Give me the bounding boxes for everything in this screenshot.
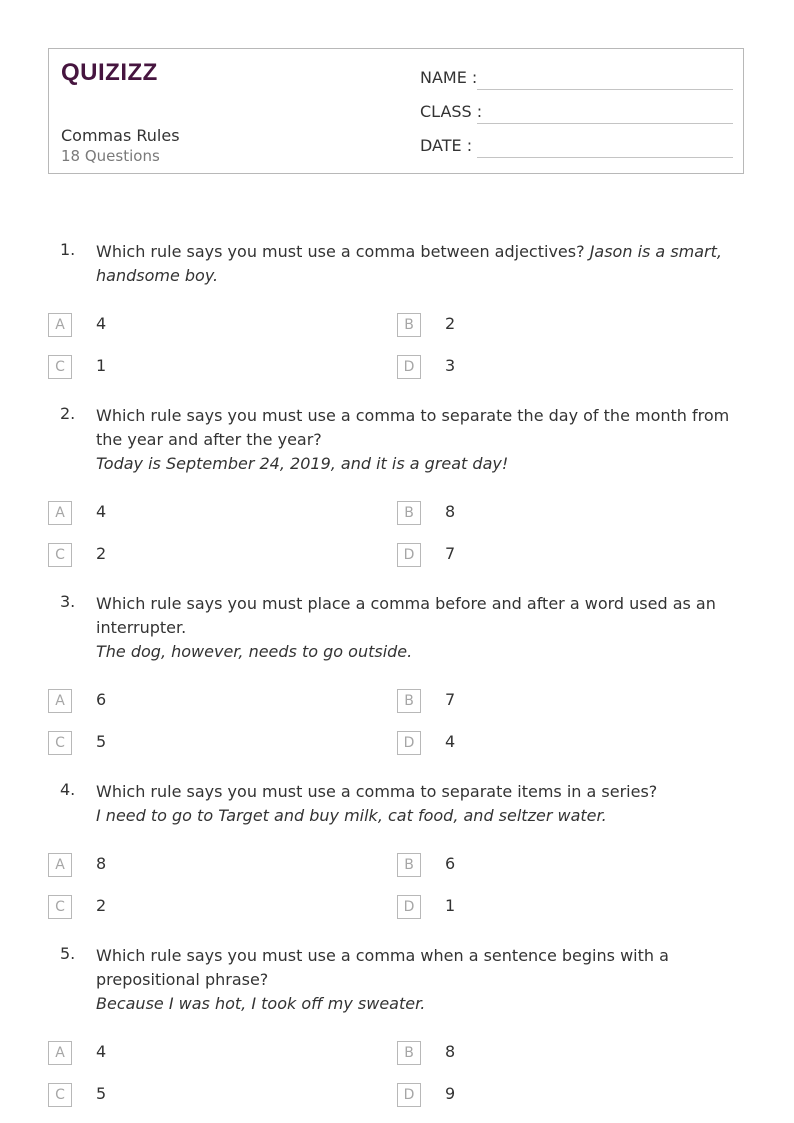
option-letter: D <box>397 731 421 755</box>
question-text <box>96 404 744 476</box>
option-letter: B <box>397 1041 421 1065</box>
option-letter: B <box>397 689 421 713</box>
question-text <box>96 944 744 1016</box>
question-number: 5. <box>60 944 76 963</box>
option-value: 1 <box>96 356 107 375</box>
date-field[interactable] <box>477 157 733 158</box>
class-label: CLASS : <box>420 102 483 121</box>
option-letter: A <box>48 313 72 337</box>
option-letter: D <box>397 895 421 919</box>
option-value: 9 <box>445 1084 456 1103</box>
question-number: 2. <box>60 404 76 423</box>
option-value: 8 <box>96 854 107 873</box>
option-value: 2 <box>96 896 107 915</box>
question-text <box>96 592 744 664</box>
option-value: 1 <box>445 896 456 915</box>
name-label: NAME : <box>420 68 478 87</box>
option-value: 7 <box>445 690 456 709</box>
option-letter: B <box>397 853 421 877</box>
question-number: 4. <box>60 780 76 799</box>
option-letter: D <box>397 355 421 379</box>
option-letter: C <box>48 355 72 379</box>
question-prompt: Which rule says you must place a comma before and after a word used as an interrupter. <box>96 594 716 637</box>
question-example: Jason is a smart, handsome boy. <box>96 242 722 285</box>
option-letter: C <box>48 731 72 755</box>
question-example: Because I was hot, I took off my sweater. <box>96 994 426 1013</box>
option-letter: A <box>48 1041 72 1065</box>
option-letter: C <box>48 895 72 919</box>
option-value: 5 <box>96 1084 107 1103</box>
option-value: 4 <box>96 314 107 333</box>
option-value: 8 <box>445 1042 456 1061</box>
question-prompt: Which rule says you must use a comma when a sentence begins with a prepositional phrase? <box>96 946 669 989</box>
option-value: 4 <box>96 1042 107 1061</box>
option-value: 8 <box>445 502 456 521</box>
question-prompt: Which rule says you must use a comma to separate the day of the month from the year and after the year? <box>96 406 730 449</box>
option-letter: B <box>397 501 421 525</box>
option-value: 6 <box>445 854 456 873</box>
option-value: 7 <box>445 544 456 563</box>
question-number: 3. <box>60 592 76 611</box>
option-letter: D <box>397 543 421 567</box>
option-letter: C <box>48 1083 72 1107</box>
question-number: 1. <box>60 240 76 259</box>
question-example: The dog, however, needs to go outside. <box>96 642 413 661</box>
question-example: I need to go to Target and buy milk, cat food, and seltzer water. <box>96 806 607 825</box>
question-text <box>96 780 744 828</box>
worksheet-title: Commas Rules <box>61 126 180 145</box>
option-letter: A <box>48 689 72 713</box>
option-letter: C <box>48 543 72 567</box>
option-value: 2 <box>445 314 456 333</box>
option-value: 2 <box>96 544 107 563</box>
option-letter: B <box>397 313 421 337</box>
date-label: DATE : <box>420 136 473 155</box>
question-count: 18 Questions <box>61 147 160 165</box>
question-prompt: Which rule says you must use a comma to separate items in a series? <box>96 782 658 801</box>
question-example: Today is September 24, 2019, and it is a great day! <box>96 454 509 473</box>
question-text <box>96 240 744 288</box>
option-value: 3 <box>445 356 456 375</box>
option-value: 5 <box>96 732 107 751</box>
option-value: 4 <box>445 732 456 751</box>
name-field[interactable] <box>477 89 733 90</box>
worksheet-header <box>48 48 744 174</box>
quizizz-logo: QUIZIZZ <box>61 59 158 86</box>
option-letter: D <box>397 1083 421 1107</box>
question-prompt: Which rule says you must use a comma between adjectives? <box>96 242 585 261</box>
class-field[interactable] <box>477 123 733 124</box>
option-value: 6 <box>96 690 107 709</box>
option-letter: A <box>48 501 72 525</box>
option-value: 4 <box>96 502 107 521</box>
option-letter: A <box>48 853 72 877</box>
